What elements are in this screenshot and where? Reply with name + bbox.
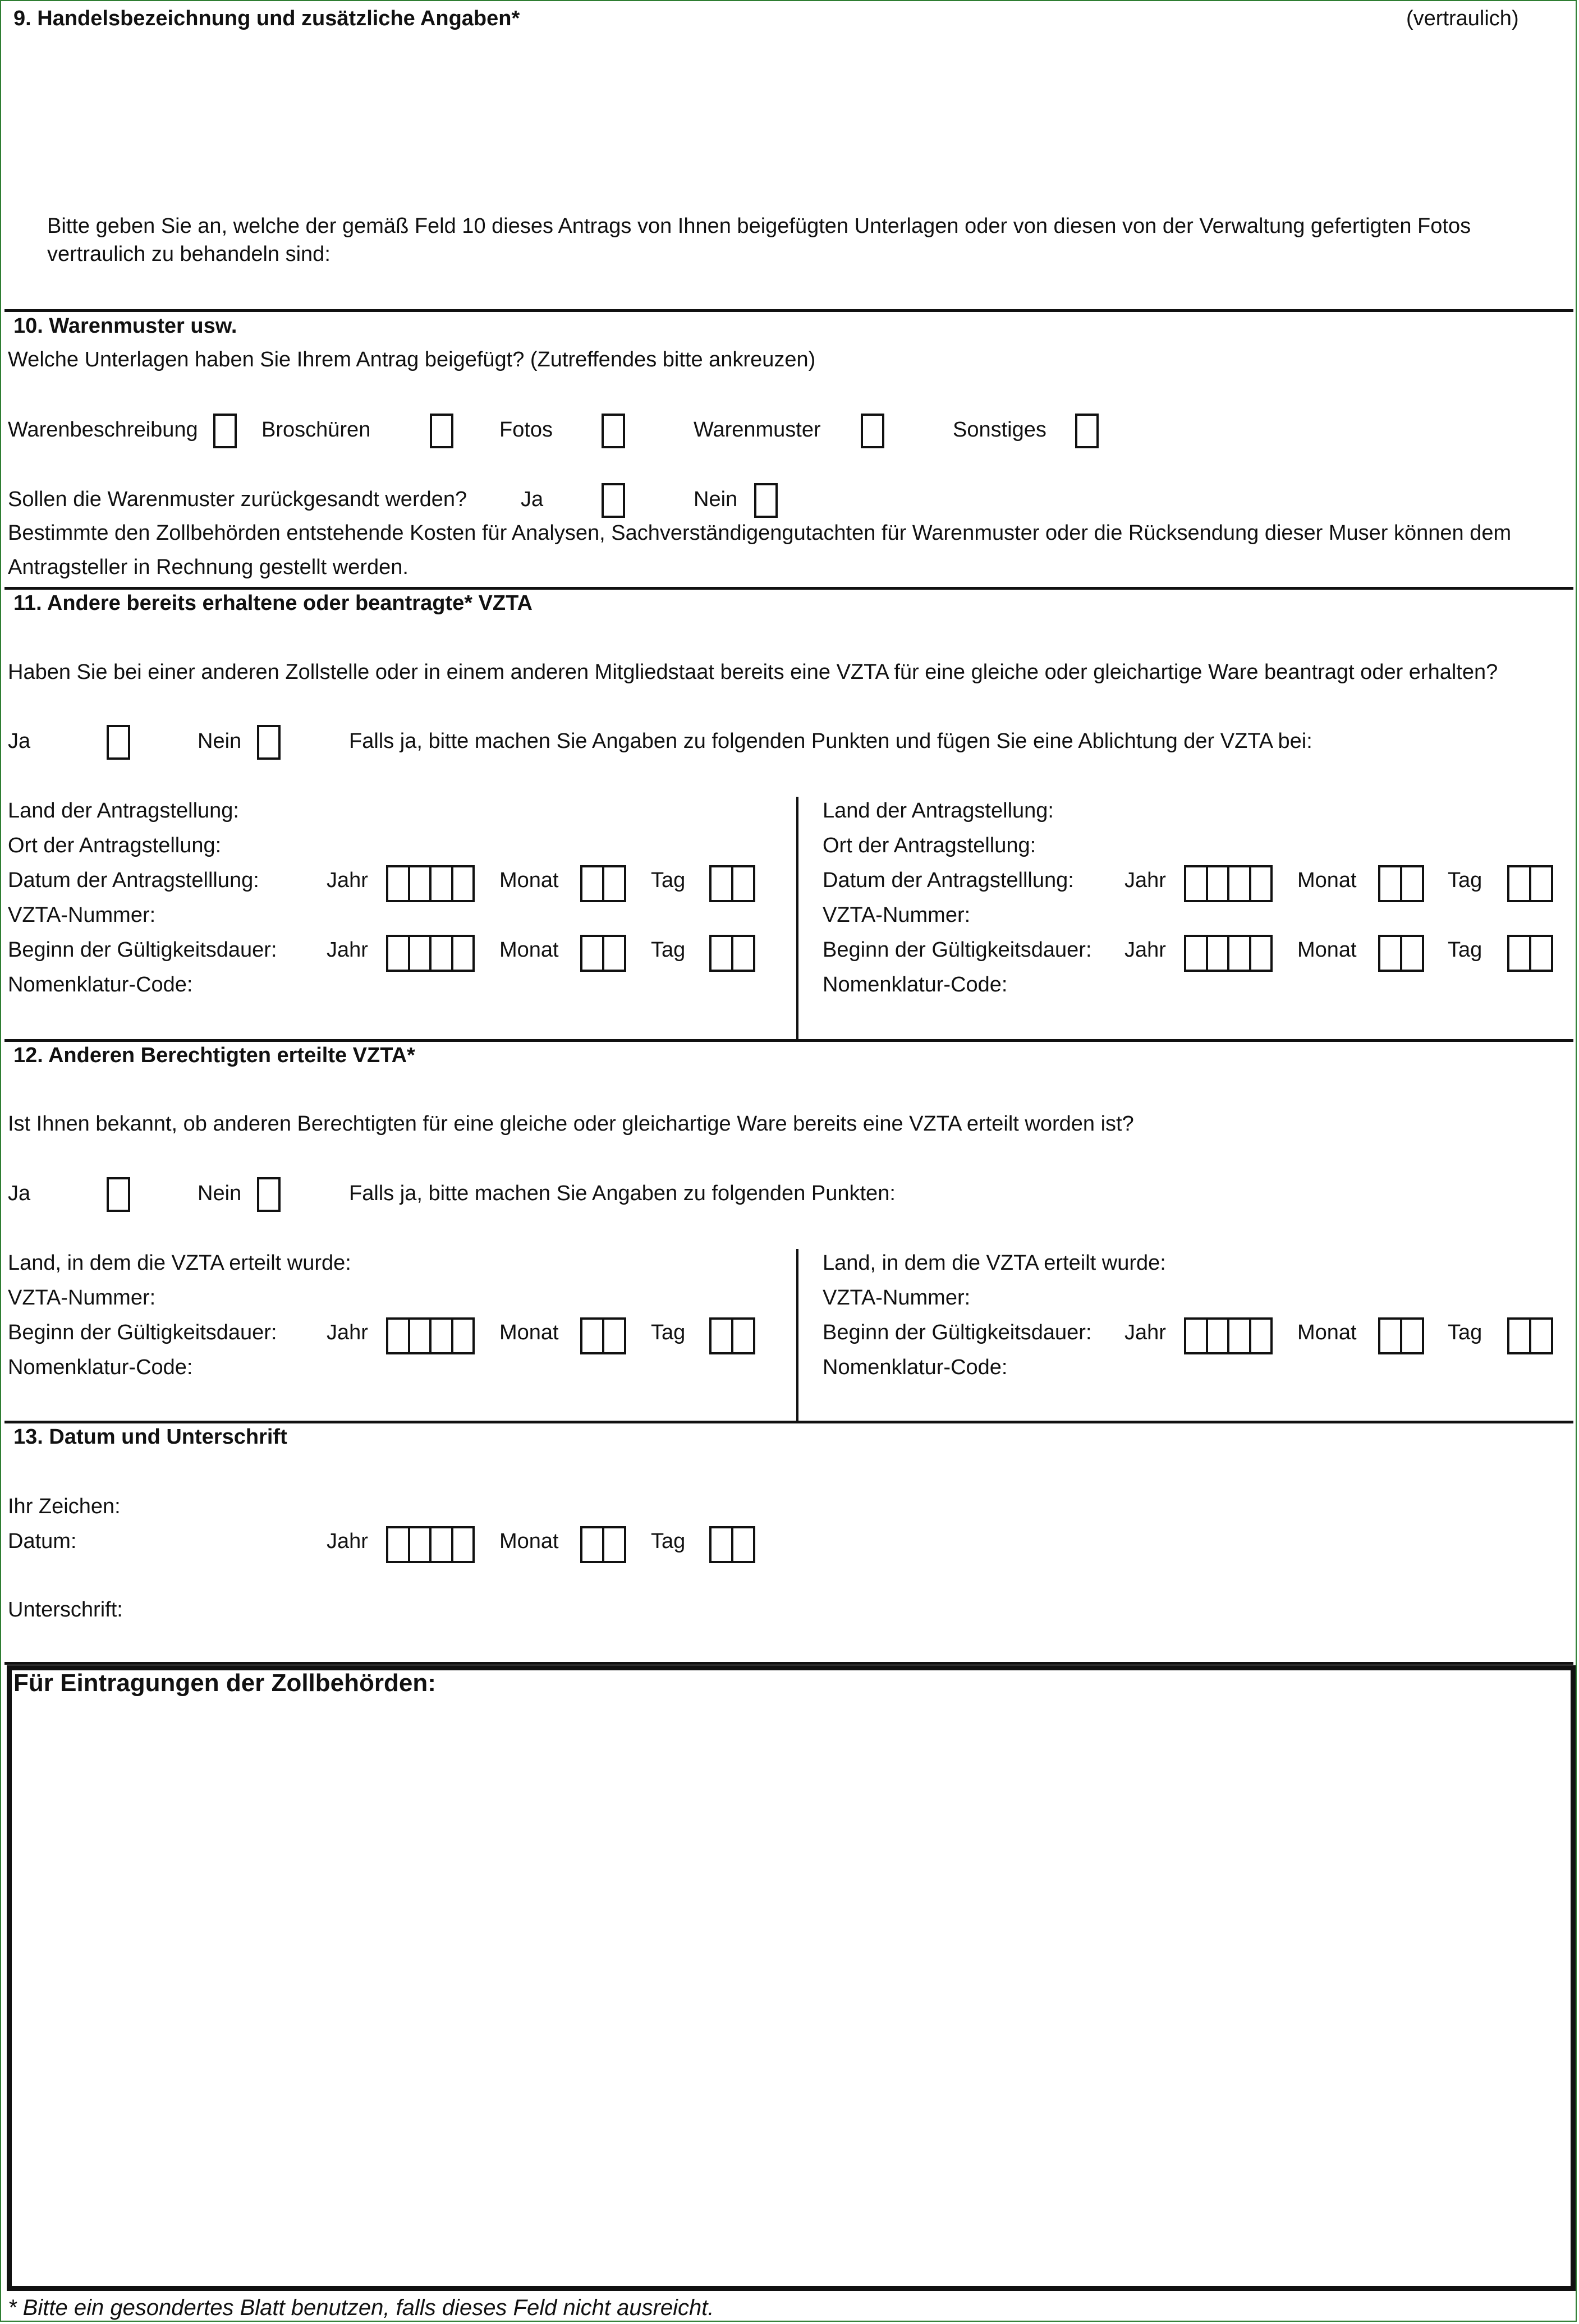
- year-input-boxes[interactable]: [386, 1526, 475, 1563]
- section-12-title: 12. Anderen Berechtigten erteilte VZTA*: [13, 1044, 415, 1067]
- s13-date-label: Datum:: [8, 1530, 77, 1553]
- checkbox-return-no[interactable]: [754, 483, 778, 518]
- day-label: Tag: [651, 938, 686, 962]
- day-label: Tag: [651, 869, 686, 892]
- s11-left-country-label: Land der Antragstellung:: [8, 799, 239, 823]
- s12-right-validity-label: Beginn der Gültigkeitsdauer:: [823, 1321, 1092, 1344]
- month-label: Monat: [499, 1321, 559, 1344]
- section-9-title: 9. Handelsbezeichnung und zusätzliche Angaben*: [13, 7, 520, 30]
- month-label: Monat: [499, 938, 559, 962]
- s11-yes-label: Ja: [8, 729, 31, 753]
- day-input-boxes[interactable]: [1507, 935, 1553, 972]
- section-divider: [4, 309, 1573, 312]
- checkbox-s11-no[interactable]: [257, 725, 281, 760]
- day-input-boxes[interactable]: [709, 865, 755, 902]
- column-divider: [796, 797, 798, 1039]
- s12-right-number-label: VZTA-Nummer:: [823, 1286, 971, 1310]
- s11-no-label: Nein: [198, 729, 242, 753]
- s12-yes-label: Ja: [8, 1182, 31, 1205]
- day-input-boxes[interactable]: [709, 935, 755, 972]
- return-no-label: Nein: [694, 488, 738, 511]
- day-input-boxes[interactable]: [1507, 1317, 1553, 1354]
- section-10-title: 10. Warenmuster usw.: [13, 314, 237, 338]
- s12-right-nomenclature-label: Nomenklatur-Code:: [823, 1356, 1008, 1379]
- month-input-boxes[interactable]: [1378, 1317, 1424, 1354]
- day-input-boxes[interactable]: [709, 1317, 755, 1354]
- section-divider: [4, 1039, 1573, 1042]
- s11-right-nomenclature-label: Nomenklatur-Code:: [823, 973, 1008, 996]
- s11-right-validity-label: Beginn der Gültigkeitsdauer:: [823, 938, 1092, 962]
- s12-left-nomenclature-label: Nomenklatur-Code:: [8, 1356, 193, 1379]
- year-input-boxes[interactable]: [1184, 1317, 1273, 1354]
- day-label: Tag: [651, 1530, 686, 1553]
- month-label: Monat: [499, 869, 559, 892]
- s11-right-number-label: VZTA-Nummer:: [823, 903, 971, 927]
- section-13-title: 13. Datum und Unterschrift: [13, 1425, 287, 1449]
- month-input-boxes[interactable]: [580, 865, 626, 902]
- year-input-boxes[interactable]: [1184, 935, 1273, 972]
- option-label-warenmuster: Warenmuster: [694, 418, 821, 442]
- year-input-boxes[interactable]: [386, 865, 475, 902]
- s11-if-yes-text: Falls ja, bitte machen Sie Angaben zu folgenden Punkten und fügen Sie eine Ablichtung der VZTA bei:: [349, 729, 1312, 753]
- s11-left-date-label: Datum der Antragstelllung:: [8, 869, 259, 892]
- checkbox-broschueren[interactable]: [430, 414, 453, 448]
- footnote: * Bitte ein gesondertes Blatt benutzen, falls dieses Feld nicht ausreicht.: [8, 2295, 714, 2320]
- s11-left-place-label: Ort der Antragstellung:: [8, 834, 222, 857]
- day-label: Tag: [1448, 1321, 1482, 1344]
- year-input-boxes[interactable]: [386, 935, 475, 972]
- s12-no-label: Nein: [198, 1182, 242, 1205]
- section-9-instruction-line-1: Bitte geben Sie an, welche der gemäß Feld 10 dieses Antrags von Ihnen beigefügten Unterlagen oder von diesen von der Verwaltung gefertigten Fotos: [47, 214, 1471, 238]
- option-label-fotos: Fotos: [499, 418, 553, 442]
- month-input-boxes[interactable]: [580, 1317, 626, 1354]
- year-label: Jahr: [327, 1530, 368, 1553]
- day-input-boxes[interactable]: [709, 1526, 755, 1563]
- month-input-boxes[interactable]: [580, 1526, 626, 1563]
- s11-right-country-label: Land der Antragstellung:: [823, 799, 1054, 823]
- s12-right-country-label: Land, in dem die VZTA erteilt wurde:: [823, 1251, 1166, 1275]
- s12-left-validity-label: Beginn der Gültigkeitsdauer:: [8, 1321, 277, 1344]
- day-label: Tag: [1448, 869, 1482, 892]
- s12-left-country-label: Land, in dem die VZTA erteilt wurde:: [8, 1251, 351, 1275]
- cost-note-line-2: Antragsteller in Rechnung gestellt werden.: [8, 555, 408, 579]
- checkbox-fotos[interactable]: [602, 414, 625, 448]
- return-samples-question: Sollen die Warenmuster zurückgesandt werden?: [8, 488, 467, 511]
- day-label: Tag: [651, 1321, 686, 1344]
- year-label: Jahr: [327, 869, 368, 892]
- s11-right-date-label: Datum der Antragstelllung:: [823, 869, 1074, 892]
- reference-label: Ihr Zeichen:: [8, 1495, 121, 1518]
- option-label-broschueren: Broschüren: [261, 418, 371, 442]
- section-divider: [4, 1421, 1573, 1423]
- s11-left-validity-label: Beginn der Gültigkeitsdauer:: [8, 938, 277, 962]
- section-divider: [4, 587, 1573, 590]
- customs-entry-box[interactable]: [7, 1665, 1576, 2291]
- year-label: Jahr: [1124, 1321, 1166, 1344]
- option-label-warenbeschreibung: Warenbeschreibung: [8, 418, 198, 442]
- section-11-question: Haben Sie bei einer anderen Zollstelle oder in einem anderen Mitgliedstaat bereits eine VZTA für eine gleiche oder gleichartige Ware beantragt oder erhalten?: [8, 660, 1498, 684]
- checkbox-sonstiges[interactable]: [1075, 414, 1099, 448]
- year-label: Jahr: [327, 938, 368, 962]
- month-label: Monat: [1297, 938, 1357, 962]
- checkbox-warenmuster[interactable]: [861, 414, 884, 448]
- confidential-label: (vertraulich): [1406, 7, 1519, 30]
- checkbox-warenbeschreibung[interactable]: [213, 414, 237, 448]
- month-label: Monat: [1297, 869, 1357, 892]
- signature-label: Unterschrift:: [8, 1598, 123, 1622]
- return-yes-label: Ja: [521, 488, 544, 511]
- section-12-question: Ist Ihnen bekannt, ob anderen Berechtigten für eine gleiche oder gleichartige Ware bereits eine VZTA erteilt worden ist?: [8, 1112, 1134, 1136]
- checkbox-s12-yes[interactable]: [107, 1177, 130, 1212]
- s11-right-place-label: Ort der Antragstellung:: [823, 834, 1036, 857]
- customs-title: Für Eintragungen der Zollbehörden:: [13, 1669, 436, 1697]
- section-divider: [4, 1662, 1573, 1665]
- checkbox-return-yes[interactable]: [602, 483, 625, 518]
- month-label: Monat: [1297, 1321, 1357, 1344]
- year-label: Jahr: [1124, 938, 1166, 962]
- section-9-instruction-line-2: vertraulich zu behandeln sind:: [47, 242, 331, 266]
- cost-note-line-1: Bestimmte den Zollbehörden entstehende Kosten für Analysen, Sachverständigengutachten für Warenmuster oder die Rücksendung dieser Muser können dem: [8, 521, 1512, 545]
- s11-left-number-label: VZTA-Nummer:: [8, 903, 156, 927]
- checkbox-s11-yes[interactable]: [107, 725, 130, 760]
- checkbox-s12-no[interactable]: [257, 1177, 281, 1212]
- month-input-boxes[interactable]: [1378, 935, 1424, 972]
- s12-if-yes-text: Falls ja, bitte machen Sie Angaben zu folgenden Punkten:: [349, 1182, 896, 1205]
- section-11-title: 11. Andere bereits erhaltene oder beantragte* VZTA: [13, 591, 533, 615]
- year-input-boxes[interactable]: [1184, 865, 1273, 902]
- year-label: Jahr: [1124, 869, 1166, 892]
- month-input-boxes[interactable]: [580, 935, 626, 972]
- s12-left-number-label: VZTA-Nummer:: [8, 1286, 156, 1310]
- year-input-boxes[interactable]: [386, 1317, 475, 1354]
- year-label: Jahr: [327, 1321, 368, 1344]
- s11-left-nomenclature-label: Nomenklatur-Code:: [8, 973, 193, 996]
- month-label: Monat: [499, 1530, 559, 1553]
- day-label: Tag: [1448, 938, 1482, 962]
- day-input-boxes[interactable]: [1507, 865, 1553, 902]
- month-input-boxes[interactable]: [1378, 865, 1424, 902]
- section-10-question: Welche Unterlagen haben Sie Ihrem Antrag beigefügt? (Zutreffendes bitte ankreuzen): [8, 348, 816, 371]
- column-divider: [796, 1249, 798, 1421]
- option-label-sonstiges: Sonstiges: [953, 418, 1046, 442]
